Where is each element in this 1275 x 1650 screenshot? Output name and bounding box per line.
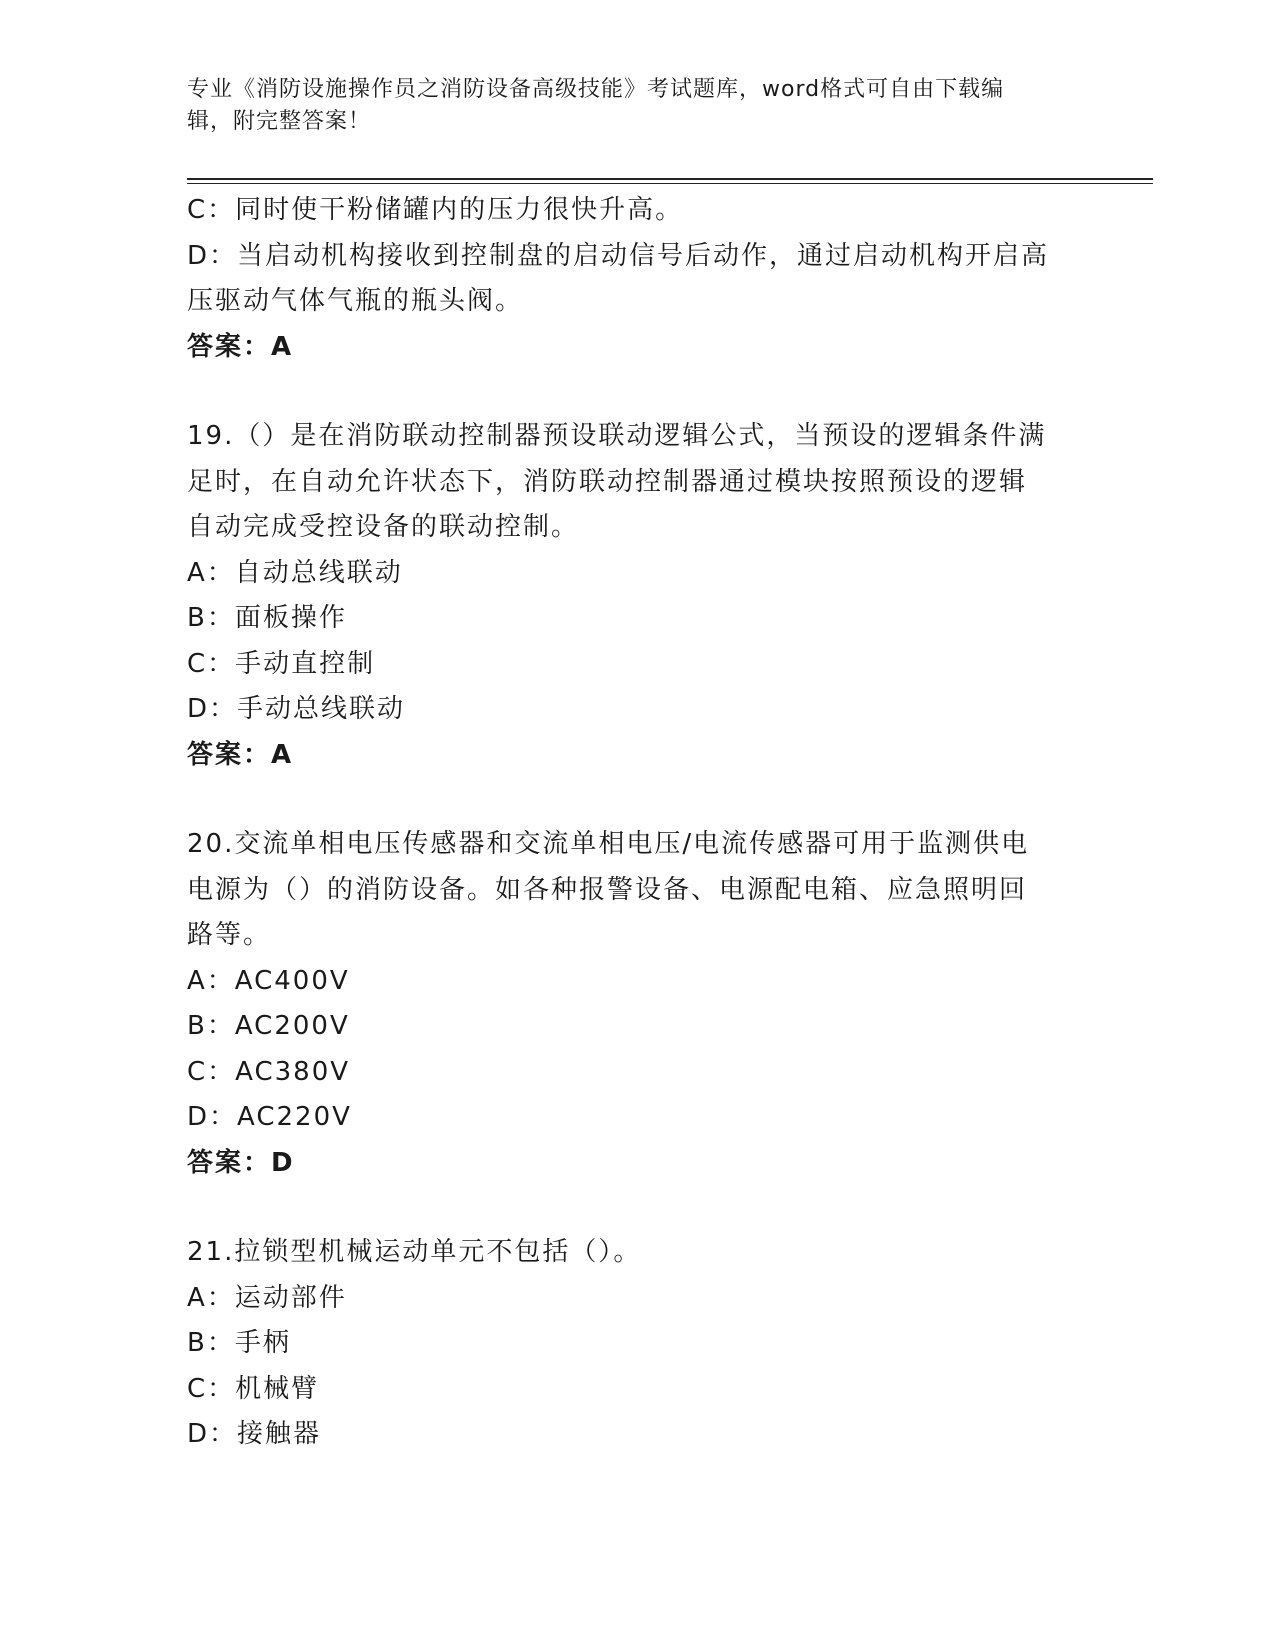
- answer: 答案：A: [187, 739, 294, 770]
- question-text-line: 电源为（）的消防设备。如各种报警设备、电源配电箱、应急照明回: [187, 874, 1028, 905]
- option-d: D：手动总线联动: [187, 694, 406, 724]
- question-text-line: 足时，在自动允许状态下，消防联动控制器通过模块按照预设的逻辑: [187, 466, 1028, 497]
- question-20: [187, 822, 1087, 1186]
- option-c: C：机械臂: [187, 1373, 320, 1404]
- header-divider-thick: [187, 178, 1153, 180]
- question-21: [187, 1230, 1087, 1458]
- option-a: A：运动部件: [187, 1282, 347, 1313]
- option-c: C：AC380V: [187, 1056, 351, 1087]
- spacer: [187, 1186, 1087, 1230]
- option-b: B：面板操作: [187, 603, 347, 633]
- question-text-line: 路等。: [187, 920, 272, 950]
- answer: 答案：D: [187, 1147, 295, 1178]
- option-d: D：接触器: [187, 1419, 322, 1449]
- option-d-line-2: 压驱动气体气瓶的瓶头阀。: [187, 286, 524, 316]
- option-b: B：AC200V: [187, 1011, 350, 1041]
- question-19: [187, 414, 1087, 778]
- header-line-2: 辑，附完整答案！: [187, 109, 372, 134]
- document-header: [187, 74, 1067, 138]
- option-a: A：AC400V: [187, 965, 350, 996]
- header-divider-thin: [187, 183, 1153, 184]
- question-text-line: 19.（）是在消防联动控制器预设联动逻辑公式，当预设的逻辑条件满: [187, 421, 1047, 451]
- option-a: A：自动总线联动: [187, 557, 403, 588]
- answer: 答案：A: [187, 331, 294, 362]
- option-c: C：同时使干粉储罐内的压力很快升高。: [187, 195, 684, 225]
- question-text-line: 自动完成受控设备的联动控制。: [187, 512, 580, 542]
- question-text-line: 20.交流单相电压传感器和交流单相电压/电流传感器可用于监测供电: [187, 829, 1030, 859]
- spacer: [187, 778, 1087, 822]
- spacer: [187, 370, 1087, 414]
- continued-question: [187, 188, 1087, 370]
- option-b: B：手柄: [187, 1328, 291, 1358]
- question-text-line: 21.拉锁型机械运动单元不包括（）。: [187, 1237, 642, 1267]
- option-c: C：手动直控制: [187, 648, 376, 679]
- option-d-line-1: D：当启动机构接收到控制盘的启动信号后动作，通过启动机构开启高: [187, 240, 1050, 271]
- option-d: D：AC220V: [187, 1102, 352, 1132]
- question-content: [187, 188, 1087, 1458]
- header-line-1: 专业《消防设施操作员之消防设备高级技能》考试题库，word格式可自由下载编: [187, 77, 1005, 102]
